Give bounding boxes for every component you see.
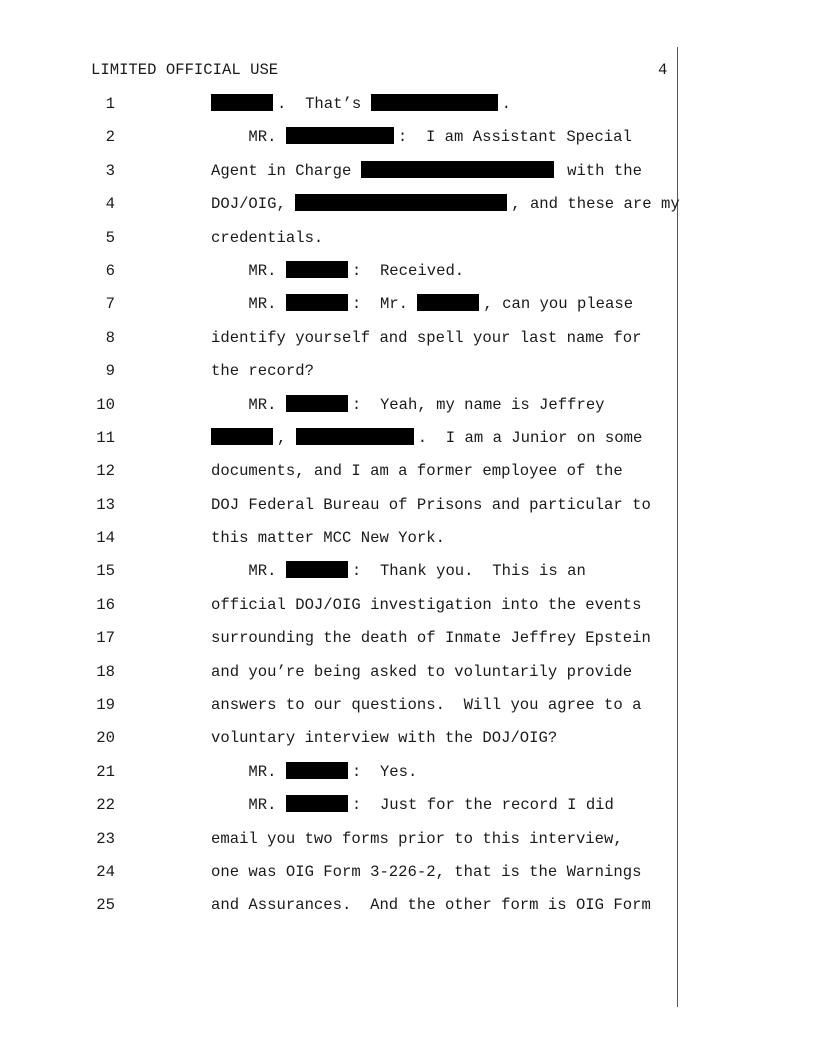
line-text <box>211 495 651 515</box>
line-text <box>211 628 651 648</box>
text-segment: official DOJ/OIG investigation into the events <box>211 595 642 614</box>
line-number: 24 <box>96 862 115 881</box>
text-segment: MR. <box>211 762 286 781</box>
redaction-box <box>417 294 479 311</box>
redaction-box <box>211 428 273 445</box>
text-segment: MR. <box>211 261 286 280</box>
text-segment: DOJ/OIG, <box>211 195 296 214</box>
text-segment: . <box>501 95 511 113</box>
transcript-line <box>0 728 676 761</box>
line-text <box>211 895 651 915</box>
line-text <box>211 695 641 715</box>
transcript-line <box>0 662 676 695</box>
line-number: 25 <box>96 896 115 915</box>
redaction-box <box>286 561 348 578</box>
line-text <box>211 294 633 314</box>
text-segment: . I am a Junior on some <box>417 428 643 447</box>
transcript-line <box>0 795 676 828</box>
line-text <box>211 662 632 682</box>
redaction-box <box>286 261 348 278</box>
text-segment: credentials. <box>211 228 324 247</box>
transcript-line <box>0 194 680 227</box>
redaction-box <box>286 762 348 779</box>
transcript-line <box>0 261 676 294</box>
line-number: 10 <box>96 395 115 414</box>
line-number: 11 <box>96 428 115 447</box>
transcript-line <box>0 161 676 194</box>
line-text <box>211 829 623 849</box>
redaction-box <box>371 94 498 111</box>
text-segment: : Thank you. This is an <box>351 562 586 581</box>
redaction-box <box>361 161 554 178</box>
text-segment: the record? <box>211 362 314 381</box>
text-segment: MR. <box>211 562 286 581</box>
transcript-line <box>0 328 676 361</box>
transcript-line <box>0 428 676 461</box>
line-number: 20 <box>96 729 115 748</box>
text-segment: this matter MCC New York. <box>211 529 445 548</box>
transcript-line <box>0 829 676 862</box>
redaction-box <box>286 127 394 144</box>
transcript-line <box>0 628 676 661</box>
line-text <box>211 862 641 882</box>
transcript-line <box>0 294 676 327</box>
line-number: 7 <box>105 295 115 314</box>
text-segment: , and these are my <box>511 195 680 214</box>
transcript-line <box>0 94 676 127</box>
text-segment: : Mr. <box>351 295 418 314</box>
line-text <box>211 194 680 214</box>
text-segment: identify yourself and spell your last name for <box>211 328 642 347</box>
line-number: 14 <box>96 529 115 548</box>
redaction-box <box>286 795 348 812</box>
transcript-line <box>0 895 676 928</box>
text-segment: : Yeah, my name is Jeffrey <box>351 395 605 414</box>
line-text <box>211 728 557 748</box>
line-text <box>211 795 614 815</box>
text-segment: MR. <box>211 395 286 414</box>
redaction-box <box>211 94 273 111</box>
transcript-line <box>0 228 676 261</box>
text-segment: surrounding the death of Inmate Jeffrey Epstein <box>211 629 651 648</box>
line-number: 5 <box>105 228 115 247</box>
transcript-line <box>0 528 676 561</box>
transcript-body <box>0 94 680 929</box>
redaction-box <box>295 194 507 211</box>
line-number: 17 <box>96 629 115 648</box>
transcript-line <box>0 395 676 428</box>
transcript-line <box>0 561 676 594</box>
text-segment: : Received. <box>351 261 465 280</box>
text-segment: MR. <box>211 295 286 314</box>
text-segment: and you’re being asked to voluntarily provide <box>211 662 633 681</box>
right-margin-rule <box>677 47 678 1007</box>
transcript-line <box>0 361 676 394</box>
text-segment: MR. <box>211 128 286 147</box>
text-segment: with the <box>557 161 642 180</box>
classification-header: LIMITED OFFICIAL USE <box>91 61 279 79</box>
line-number: 12 <box>96 462 115 481</box>
line-text <box>211 261 464 281</box>
line-number: 22 <box>96 796 115 815</box>
text-segment: : I am Assistant Special <box>397 128 632 147</box>
line-number: 4 <box>105 195 115 214</box>
line-number: 13 <box>96 495 115 514</box>
transcript-line <box>0 862 676 895</box>
line-text <box>211 127 632 147</box>
line-text <box>211 528 445 548</box>
line-text <box>211 161 642 181</box>
line-number: 19 <box>96 696 115 715</box>
redaction-box <box>286 294 348 311</box>
line-text <box>211 361 314 381</box>
line-number: 16 <box>96 595 115 614</box>
line-text <box>211 428 642 448</box>
line-text <box>211 94 511 114</box>
text-segment: email you two forms prior to this interview, <box>211 829 623 848</box>
line-text <box>211 461 623 481</box>
line-number: 2 <box>105 128 115 147</box>
text-segment: . That’s <box>277 95 371 113</box>
line-text <box>211 228 323 248</box>
line-text <box>211 762 417 782</box>
text-segment: voluntary interview with the DOJ/OIG? <box>211 729 558 748</box>
page-number: 4 <box>658 61 668 79</box>
line-number: 9 <box>105 362 115 381</box>
text-segment: Agent in Charge <box>211 161 361 180</box>
transcript-line <box>0 762 676 795</box>
redaction-box <box>286 395 348 412</box>
redaction-box <box>296 428 414 445</box>
text-segment: DOJ Federal Bureau of Prisons and particular to <box>211 495 651 514</box>
line-text <box>211 595 641 615</box>
line-text <box>211 561 586 581</box>
transcript-line <box>0 461 676 494</box>
text-segment: , <box>277 428 296 447</box>
line-number: 6 <box>105 261 115 280</box>
transcript-line <box>0 695 676 728</box>
text-segment: answers to our questions. Will you agree to a <box>211 696 642 715</box>
transcript-line <box>0 595 676 628</box>
line-text <box>211 395 605 415</box>
line-number: 21 <box>96 762 115 781</box>
transcript-line <box>0 495 676 528</box>
line-number: 1 <box>105 95 115 113</box>
text-segment: and Assurances. And the other form is OIG Form <box>211 896 651 915</box>
text-segment: one was OIG Form 3-226-2, that is the Warnings <box>211 862 642 881</box>
text-segment: : Yes. <box>351 762 418 781</box>
line-number: 23 <box>96 829 115 848</box>
text-segment: documents, and I am a former employee of the <box>211 462 623 481</box>
line-number: 8 <box>105 328 115 347</box>
line-text <box>211 328 641 348</box>
line-number: 3 <box>105 161 115 180</box>
line-number: 15 <box>96 562 115 581</box>
text-segment: : Just for the record I did <box>351 796 614 815</box>
transcript-line <box>0 127 676 160</box>
line-number: 18 <box>96 662 115 681</box>
text-segment: MR. <box>211 796 286 815</box>
text-segment: , can you please <box>483 295 634 314</box>
